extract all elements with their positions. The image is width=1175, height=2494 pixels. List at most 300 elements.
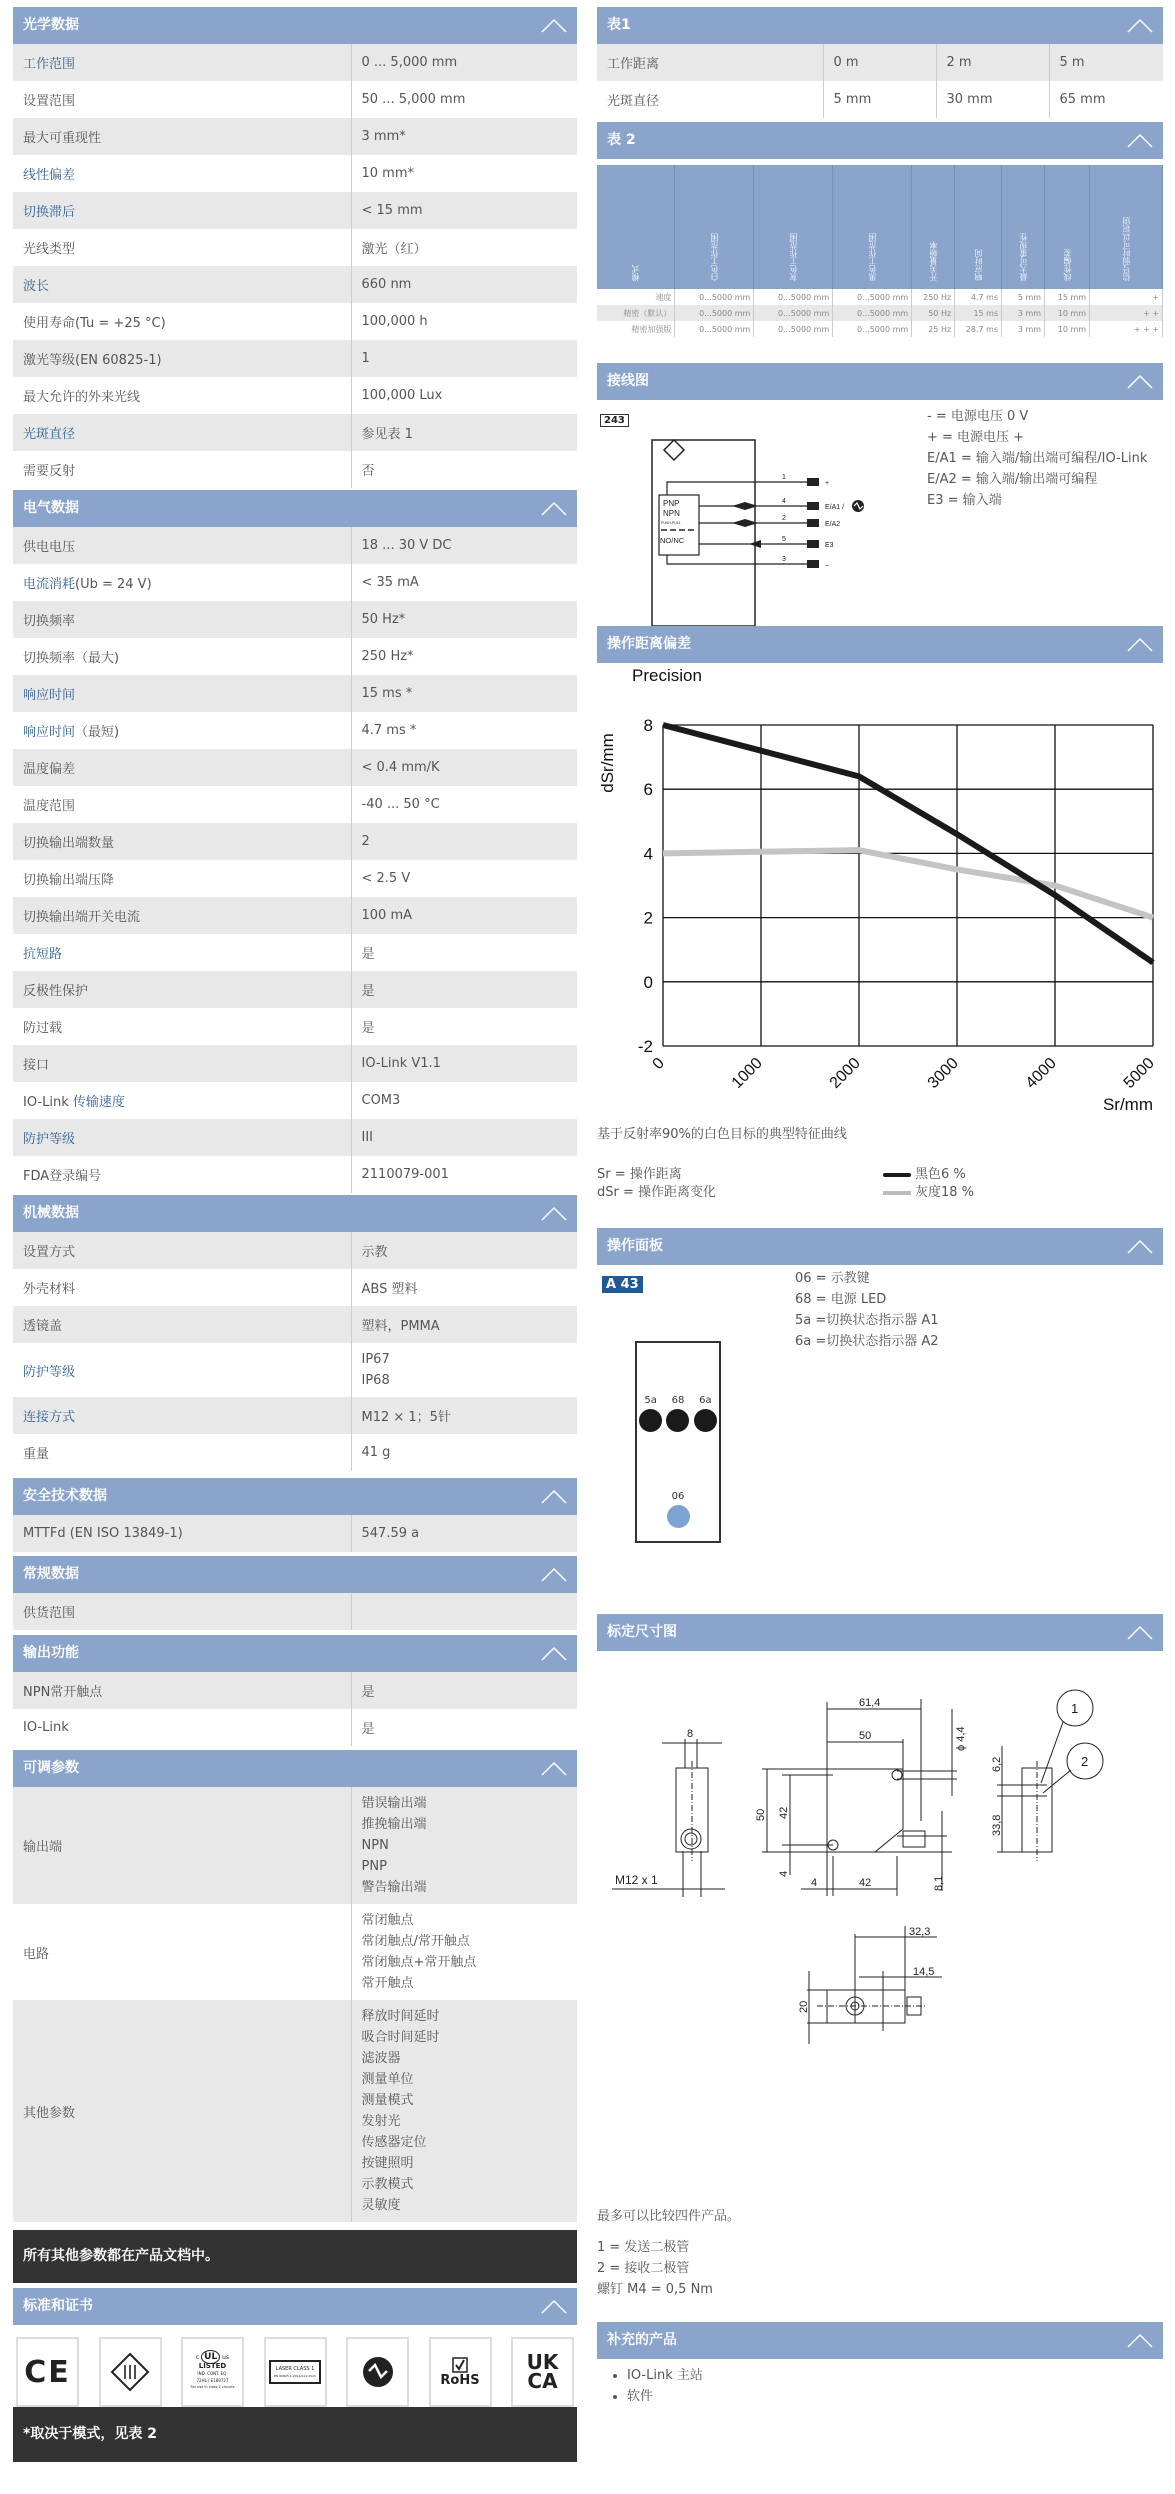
table-row	[597, 289, 1163, 305]
output-function-table	[13, 1672, 577, 1746]
dim-label: 4	[778, 1870, 790, 1877]
label-prefix: IO-Link	[23, 1095, 73, 1110]
table-row	[13, 823, 577, 860]
legend-line: + = 电源电压 +	[927, 430, 1025, 445]
pin-4-label: E/A1 /	[825, 504, 845, 511]
row-value: 3 mm*	[351, 118, 577, 155]
value-line: 常闭触点/常开触点	[361, 1934, 470, 1949]
optical-header[interactable]	[13, 7, 577, 44]
certs-header[interactable]	[13, 2288, 577, 2325]
row-label	[13, 1156, 351, 1193]
row-value	[351, 1904, 577, 2000]
optical-section	[13, 7, 577, 488]
mechanical-section	[13, 1195, 577, 1471]
cell: 0...5000 mm	[754, 321, 833, 337]
table-row	[13, 1045, 577, 1082]
row-label[interactable]	[13, 675, 351, 712]
table-row	[597, 81, 1163, 118]
cell: 工作距离	[597, 44, 823, 81]
row-label	[13, 638, 351, 675]
dim-label: ϕ 4,4	[955, 1726, 967, 1751]
value-line: 灵敏度	[361, 2198, 401, 2213]
safety-header[interactable]	[13, 1478, 577, 1515]
rohs-text: RoHS	[440, 2372, 480, 2388]
pin-3-label: –	[825, 562, 829, 569]
chevron-up-icon[interactable]	[1127, 1238, 1153, 1254]
cell: 0...5000 mm	[675, 305, 754, 321]
label-text[interactable]: 切换滞后	[23, 205, 76, 220]
table-row	[13, 897, 577, 934]
label-text[interactable]: 电流消耗	[23, 577, 76, 592]
table-row	[13, 1306, 577, 1343]
label-text[interactable]: 光斑直径	[23, 427, 76, 442]
row-value: 是	[361, 1021, 375, 1036]
ul-line1: IND. CONT. EQ.	[197, 2370, 228, 2376]
label-text[interactable]: 响应时间	[23, 688, 76, 703]
row-label[interactable]	[13, 1343, 351, 1397]
section-title: 电气数据	[23, 500, 79, 516]
table-row	[13, 1232, 577, 1269]
note-line: 螺钉 M4 = 0,5 Nm	[597, 2282, 713, 2297]
pin-2: 2	[782, 515, 786, 522]
output-function-header[interactable]	[13, 1635, 577, 1672]
row-label	[13, 1269, 351, 1306]
cell: 15 mm	[1045, 289, 1090, 305]
wiring-body	[597, 400, 1163, 630]
row-value: 示教	[351, 1232, 577, 1269]
row-value: 激光（红）	[361, 242, 427, 257]
table2	[597, 165, 1163, 337]
legend-label: 黑色6 %	[915, 1167, 966, 1182]
list-item[interactable]: • 软件	[627, 2386, 1163, 2407]
ukca-ca: CA	[527, 2369, 558, 2393]
teach-button[interactable]	[667, 1505, 690, 1528]
dim-label: 42	[859, 1877, 872, 1889]
value-line: 错误输出端	[361, 1796, 427, 1811]
row-label[interactable]	[13, 1119, 351, 1156]
chevron-up-icon[interactable]	[1127, 373, 1153, 389]
row-label	[13, 1434, 351, 1471]
cul-us-listed-icon	[181, 2337, 244, 2407]
column-header	[1090, 165, 1163, 289]
header-text: 线性偏差	[1062, 249, 1072, 281]
table-row	[13, 1593, 577, 1630]
label-text: 使用寿命(Tu = +25 °C)	[23, 316, 166, 331]
row-label[interactable]	[13, 712, 351, 749]
supplementary-section	[597, 2322, 1163, 2407]
table-row	[13, 1515, 577, 1552]
row-value: 否	[361, 464, 375, 479]
row-value: 2	[351, 823, 577, 860]
mechanical-table	[13, 1232, 577, 1471]
cert-icons	[13, 2337, 577, 2407]
section-title: 表 2	[607, 132, 636, 148]
row-value: < 15 mm	[351, 192, 577, 229]
cell: 3 mm	[1002, 321, 1045, 337]
legend-line: 5a =切换状态指示器 A1	[795, 1313, 939, 1328]
chart-defs	[597, 1166, 716, 1202]
row-label[interactable]	[13, 155, 351, 192]
legend-line: E3 = 输入端	[927, 493, 1002, 508]
header-text: 黑色工作范围	[867, 233, 877, 281]
dim-label: 61,4	[859, 1697, 881, 1709]
table-row	[13, 155, 577, 192]
ce-mark-icon	[16, 2337, 79, 2407]
row-label[interactable]	[13, 1397, 351, 1434]
dim-label: 8	[687, 1728, 694, 1740]
table-row	[13, 118, 577, 155]
value-line: IP68	[361, 1373, 390, 1388]
laser-line2: EN 60825-1:2014/A11:2021	[274, 2374, 316, 2378]
panel-drawing	[635, 1341, 721, 1543]
row-value: 18 ... 30 V DC	[351, 527, 577, 564]
chevron-up-icon[interactable]	[1127, 17, 1153, 33]
value-line: 滤波器	[361, 2051, 401, 2066]
wiring-header[interactable]	[597, 363, 1163, 400]
header-text: 开关量频率	[928, 241, 938, 281]
row-label	[13, 1672, 351, 1709]
row-value	[351, 1343, 577, 1397]
label-text: 激光等级(EN 60825-1)	[23, 353, 162, 368]
column-header	[833, 165, 912, 289]
panel-legend	[795, 1268, 939, 1352]
row-label	[13, 1709, 351, 1746]
adjustable-header[interactable]	[13, 1750, 577, 1787]
label-text[interactable]: 波长	[23, 279, 50, 294]
series-line	[663, 725, 1153, 963]
label-text: 其他参数	[23, 2105, 76, 2121]
table1-section	[597, 7, 1163, 118]
table-row	[13, 377, 577, 414]
row-value: COM3	[361, 1093, 401, 1108]
box-label-npn: NPN	[663, 509, 680, 518]
label-text: 供货范围	[23, 1606, 76, 1621]
cell: 3 mm	[1002, 305, 1045, 321]
led-label: 68	[671, 1395, 685, 1406]
general-section	[13, 1556, 577, 1630]
cell: 0...5000 mm	[833, 305, 912, 321]
label-text: 设置方式	[23, 1245, 76, 1260]
section-title: 常规数据	[23, 1566, 79, 1582]
row-label	[13, 1008, 351, 1045]
value-line: 常闭触点	[361, 1913, 414, 1928]
dimensions-header[interactable]	[597, 1614, 1163, 1651]
table-row	[13, 1787, 577, 1904]
label-suffix: （最短)	[75, 725, 120, 740]
value-line: 测量模式	[361, 2093, 414, 2108]
row-label[interactable]	[13, 266, 351, 303]
label-text[interactable]: 防护等级	[23, 1132, 76, 1147]
row-label[interactable]	[13, 934, 351, 971]
value-line: 测量单位	[361, 2072, 414, 2087]
y-tick-label: 2	[643, 908, 653, 928]
label-text: 设置范围	[23, 94, 76, 109]
chevron-up-icon[interactable]	[541, 1760, 567, 1776]
cell: 28.7 ms	[955, 321, 1002, 337]
rohs-icon	[429, 2337, 492, 2407]
chevron-up-icon[interactable]	[541, 1566, 567, 1582]
value-line: 发射光	[361, 2114, 401, 2129]
value-line: 常闭触点+常开触点	[361, 1955, 477, 1970]
panel-section	[597, 1228, 1163, 1502]
all-params-note: 所有其他参数都在产品文档中。	[13, 2230, 577, 2283]
dim-label: 33,8	[991, 1814, 1003, 1836]
ul-c: c	[195, 2353, 200, 2361]
label-text: 切换输出端压降	[23, 873, 115, 888]
deviation-header[interactable]	[597, 626, 1163, 663]
laser-class-1-icon	[264, 2337, 327, 2407]
table1-header[interactable]	[597, 7, 1163, 44]
section-title: 接线图	[607, 373, 649, 389]
output-function-section	[13, 1635, 577, 1746]
section-title: 补充的产品	[607, 2332, 677, 2348]
value-line: 警告输出端	[361, 1880, 427, 1895]
table-row	[13, 1672, 577, 1709]
cell: 0...5000 mm	[754, 305, 833, 321]
row-label[interactable]	[13, 192, 351, 229]
led-5a-indicator	[639, 1409, 662, 1432]
box-label-pushpull: PUSH-PULL	[661, 521, 681, 525]
label-text[interactable]: 防护等级	[23, 1364, 76, 1380]
table-row	[597, 305, 1163, 321]
label-text: 需要反射	[23, 464, 76, 479]
row-value: 50 ... 5,000 mm	[361, 92, 466, 107]
value-line: NPN	[361, 1838, 389, 1853]
section-title: 标准和证书	[23, 2298, 93, 2314]
cell: 速度	[597, 289, 675, 305]
legend-gray	[883, 1184, 974, 1202]
value-line: 常开触点	[361, 1976, 414, 1991]
chevron-up-icon[interactable]	[1127, 2332, 1153, 2348]
callout-2: 2	[1081, 1754, 1089, 1769]
table-row	[13, 786, 577, 823]
table-row	[13, 266, 577, 303]
label-text: 切换输出端开关电流	[23, 910, 141, 925]
row-value: 是	[351, 971, 577, 1008]
label-text: 切换频率（最大)	[23, 651, 120, 666]
cell: 0...5000 mm	[833, 321, 912, 337]
row-label	[13, 2000, 351, 2222]
chevron-up-icon[interactable]	[541, 500, 567, 516]
label-text: 切换频率	[23, 614, 76, 629]
value-line: 传感器定位	[361, 2135, 427, 2150]
wiring-diagram	[637, 420, 867, 630]
row-label[interactable]	[13, 414, 351, 451]
y-axis-label: dSr/mm	[598, 733, 617, 793]
list-item[interactable]: • IO-Link 主站	[627, 2365, 1163, 2386]
cell: 50 Hz	[912, 305, 955, 321]
chevron-up-icon[interactable]	[1127, 1624, 1153, 1640]
dim-label: 14,5	[913, 1966, 935, 1978]
cell: 65 mm	[1049, 81, 1163, 118]
general-header[interactable]	[13, 1556, 577, 1593]
header-text: 响应时间	[973, 249, 983, 281]
cell: 5 mm	[1002, 289, 1045, 305]
row-label[interactable]	[13, 1082, 351, 1119]
chevron-up-icon[interactable]	[541, 1205, 567, 1221]
row-label	[13, 1515, 351, 1552]
row-value: 是	[361, 1722, 375, 1737]
legend-line: E/A2 = 输入端/输出端可编程	[927, 472, 1098, 487]
chevron-up-icon[interactable]	[541, 1488, 567, 1504]
panel-header[interactable]	[597, 1228, 1163, 1265]
section-title: 操作面板	[607, 1238, 663, 1254]
cell: 0...5000 mm	[675, 321, 754, 337]
row-value: -40 ... 50 °C	[361, 797, 440, 812]
callout-1: 1	[1071, 1701, 1079, 1716]
y-tick-label: 8	[643, 716, 653, 735]
ul-line3: For use in class 2 circuits	[190, 2384, 235, 2389]
cell: 250 Hz	[912, 289, 955, 305]
note-line: 1 = 发送二极管	[597, 2240, 690, 2255]
adjustable-section	[13, 1750, 577, 2222]
dim-label: 42	[778, 1806, 790, 1819]
cell: 5 m	[1049, 44, 1163, 81]
label-text: 电路	[23, 1946, 50, 1962]
pin-1: 1	[782, 474, 786, 481]
ukca-icon	[511, 2337, 574, 2407]
chevron-up-icon[interactable]	[541, 2298, 567, 2314]
legend-swatch-black	[883, 1173, 911, 1177]
cell: 精密（默认）	[597, 305, 675, 321]
cell: 15 ms	[955, 305, 1002, 321]
chevron-up-icon[interactable]	[1127, 636, 1153, 652]
row-value: M12 × 1；5针	[351, 1397, 577, 1434]
column-header	[955, 165, 1002, 289]
label-text[interactable]: 抗短路	[23, 947, 63, 962]
cell: 30 mm	[936, 81, 1049, 118]
row-value: 250 Hz*	[361, 649, 414, 664]
label-text[interactable]: 连接方式	[23, 1410, 76, 1425]
dim-label: 8,1	[933, 1875, 945, 1891]
chart-legend	[883, 1166, 974, 1202]
adjustable-table	[13, 1787, 577, 2222]
certs-section	[13, 2288, 577, 2407]
row-value: 41 g	[361, 1445, 391, 1460]
dim-label: M12 x 1	[615, 1873, 658, 1887]
row-value: 100,000 Lux	[361, 388, 443, 403]
row-label[interactable]	[13, 44, 351, 81]
row-value: III	[351, 1119, 577, 1156]
ul-listed: LISTED	[198, 2361, 227, 2370]
pin-5: 5	[782, 536, 786, 543]
x-tick-label: 1000	[728, 1054, 766, 1092]
row-label	[13, 229, 351, 266]
table2-section	[597, 122, 1163, 337]
dimension-drawing	[597, 1651, 1163, 2211]
row-label	[13, 1045, 351, 1082]
section-title: 操作距离偏差	[607, 636, 691, 652]
cell: + + +	[1090, 321, 1163, 337]
chevron-up-icon[interactable]	[541, 1645, 567, 1661]
ce-text: CE	[24, 2354, 71, 2390]
label-text: 外壳材料	[23, 1282, 76, 1297]
pin-2-label: E/A2	[825, 521, 841, 528]
protection-class-iii-icon	[99, 2337, 162, 2407]
cell: 0 m	[823, 44, 936, 81]
cell: 4.7 ms	[955, 289, 1002, 305]
chevron-up-icon[interactable]	[1127, 132, 1153, 148]
table2-header[interactable]	[597, 122, 1163, 159]
x-axis-label: Sr/mm	[1102, 1095, 1153, 1114]
electrical-header[interactable]	[13, 490, 577, 527]
mechanical-header[interactable]	[13, 1195, 577, 1232]
pin-1-label: +	[825, 480, 830, 487]
label-text: 重量	[23, 1447, 50, 1462]
legend-line: E/A1 = 输入端/输出端可编程/IO-Link	[927, 451, 1148, 466]
label-text: 接口	[23, 1058, 50, 1073]
label-text: 透镜盖	[23, 1319, 63, 1334]
laser-line1: LASER CLASS 1	[275, 2366, 315, 2372]
y-tick-label: 0	[643, 972, 653, 992]
table-row	[13, 1156, 577, 1193]
table-row	[13, 1082, 577, 1119]
legend-line: - = 电源电压 0 V	[927, 409, 1029, 424]
value-line: 推挽输出端	[361, 1817, 427, 1832]
label-text: 供电电压	[23, 540, 76, 555]
label-text: FDA登录编号	[23, 1169, 102, 1184]
chevron-up-icon[interactable]	[541, 17, 567, 33]
footnote: *取决于模式，见表 2	[13, 2407, 577, 2462]
row-label[interactable]	[13, 564, 351, 601]
value-line: 吸合时间延时	[361, 2030, 440, 2045]
row-label	[13, 860, 351, 897]
y-tick-label: 4	[643, 844, 653, 864]
ul-us: us	[222, 2353, 230, 2361]
label-text[interactable]: 线性偏差	[23, 168, 76, 183]
row-value: 1	[351, 340, 577, 377]
table-row	[597, 321, 1163, 337]
value-line: IP67	[361, 1352, 390, 1367]
value-line: 释放时间延时	[361, 2009, 440, 2024]
section-title: 表1	[607, 17, 631, 33]
chart-caption: 基于反射率90%的白色目标的典型特征曲线	[597, 1127, 847, 1142]
value-line: 示教模式	[361, 2177, 414, 2192]
dim-label: 20	[798, 2000, 810, 2013]
table-row	[13, 860, 577, 897]
cell: +	[1090, 289, 1163, 305]
ukca-uk: UK	[526, 2350, 559, 2374]
series-line	[663, 850, 1153, 917]
dim-label: 32,3	[909, 1926, 931, 1938]
legend-line: 06 = 示教键	[795, 1271, 870, 1286]
label-text: NPN常开触点	[23, 1685, 103, 1700]
row-value: 是	[361, 947, 375, 962]
table-row	[13, 340, 577, 377]
table-row	[13, 229, 577, 266]
dim-label: 4	[811, 1877, 818, 1889]
label-text[interactable]: 工作范围	[23, 57, 76, 72]
row-label	[13, 786, 351, 823]
label-text: MTTFd (EN ISO 13849-1)	[23, 1526, 183, 1541]
led-6a-indicator	[694, 1409, 717, 1432]
cell: 0...5000 mm	[833, 289, 912, 305]
table-row	[13, 934, 577, 971]
label-text[interactable]: 传输速度	[72, 1095, 125, 1110]
electrical-table	[13, 527, 577, 1193]
led-labels	[637, 1395, 719, 1406]
legend-swatch-gray	[883, 1191, 911, 1195]
supplementary-header[interactable]	[597, 2322, 1163, 2359]
pin-5-label: E3	[825, 542, 834, 549]
x-tick-label: 4000	[1022, 1054, 1060, 1092]
x-tick-label: 0	[649, 1054, 668, 1074]
row-label	[13, 749, 351, 786]
label-text[interactable]: 响应时间	[23, 725, 76, 740]
electrical-section	[13, 490, 577, 1193]
value-line: PNP	[361, 1859, 387, 1874]
def-line: Sr = 操作距离	[597, 1167, 682, 1182]
